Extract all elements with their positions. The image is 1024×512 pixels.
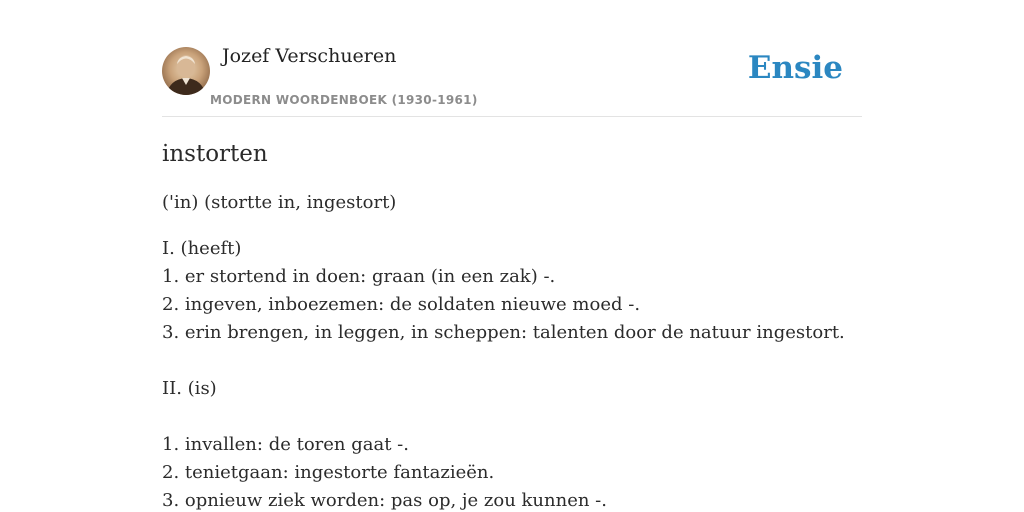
source-label[interactable]: MODERN WOORDENBOEK (1930-1961) [210, 93, 478, 107]
definition-item: 2. ingeven, inboezemen: de soldaten nieuwe moed -. [162, 294, 641, 315]
portrait-image [162, 47, 210, 95]
definition-item: 2. tenietgaan: ingestorte fantazieën. [162, 462, 495, 483]
definition-item: 3. opnieuw ziek worden: pas op, je zou kunnen -. [162, 490, 607, 511]
page-header [162, 0, 862, 117]
author-name-link[interactable]: Jozef Verschueren [222, 45, 397, 67]
definition-item: 3. erin brengen, in leggen, in scheppen: talenten door de natuur ingestort. [162, 322, 845, 343]
entry-headword: instorten [162, 141, 268, 167]
definition-item: 1. invallen: de toren gaat -. [162, 434, 409, 455]
entry-pronunciation: ('in) (stortte in, ingestort) [162, 192, 397, 213]
entry-content [162, 138, 862, 512]
ensie-logo[interactable]: Ensie [747, 50, 843, 86]
author-avatar[interactable] [162, 47, 210, 95]
section-heading: I. (heeft) [162, 238, 242, 259]
section-heading: II. (is) [162, 378, 217, 399]
spacer [162, 347, 862, 375]
definition-item: 1. er stortend in doen: graan (in een zak) -. [162, 266, 556, 287]
entry-definitions [162, 235, 862, 512]
spacer [162, 403, 862, 431]
page [162, 0, 862, 512]
